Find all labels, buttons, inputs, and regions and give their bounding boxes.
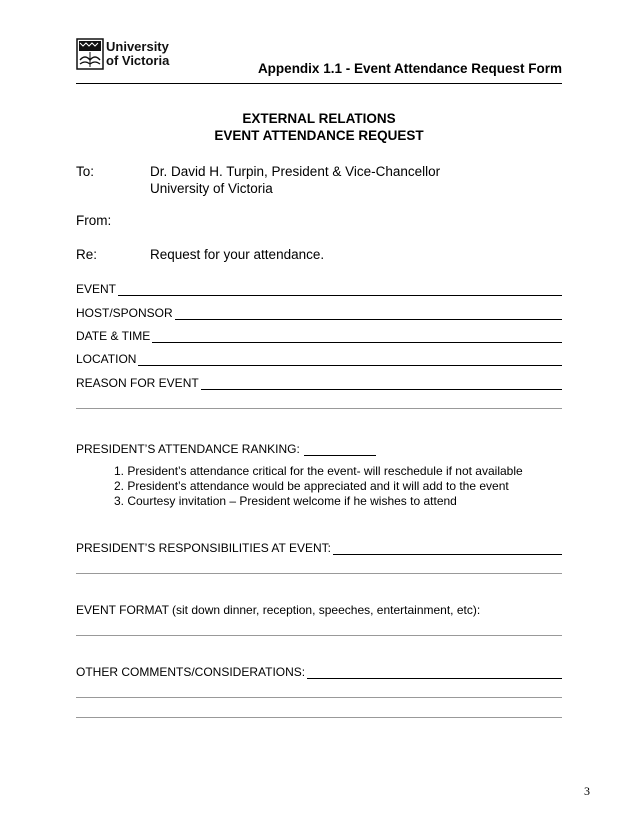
responsibilities-continuation-line[interactable] [76, 573, 562, 574]
comments-label: OTHER COMMENTS/CONSIDERATIONS: [76, 665, 306, 679]
comments-continuation-line-2[interactable] [76, 717, 562, 718]
event-field[interactable] [76, 280, 562, 296]
re-text: Request for your attendance. [150, 247, 325, 262]
heading-external-relations: EXTERNAL RELATIONS [242, 111, 396, 126]
date-time-label: DATE & TIME [76, 329, 151, 343]
header-rule [76, 83, 562, 84]
ranking-field[interactable] [76, 440, 376, 456]
logo-line-2: of Victoria [106, 53, 170, 68]
ranking-option-2: 2. President’s attendance would be appreciated and it will add to the event [114, 479, 509, 493]
host-sponsor-line[interactable] [175, 306, 562, 320]
date-time-line[interactable] [152, 329, 562, 343]
from-label: From: [76, 213, 112, 228]
comments-field[interactable] [76, 663, 562, 679]
to-name: Dr. David H. Turpin, President & Vice-Chancellor [150, 164, 441, 179]
ranking-options [114, 464, 523, 509]
location-field[interactable] [76, 350, 562, 366]
reason-label: REASON FOR EVENT [76, 376, 199, 390]
ranking-label: PRESIDENT’S ATTENDANCE RANKING: [76, 442, 300, 456]
ranking-line[interactable] [304, 442, 376, 456]
heading-event-attendance-request: EVENT ATTENDANCE REQUEST [214, 128, 424, 143]
format-label: EVENT FORMAT (sit down dinner, reception, speeches, entertainment, etc): [76, 603, 481, 617]
reason-field[interactable] [76, 374, 562, 390]
date-time-field[interactable] [76, 327, 562, 343]
appendix-title: Appendix 1.1 - Event Attendance Request Form [257, 61, 562, 76]
ranking-option-1: 1. President’s attendance critical for the event- will reschedule if not available [114, 464, 523, 478]
event-line[interactable] [118, 282, 562, 296]
location-line[interactable] [138, 352, 562, 366]
ranking-option-3: 3. Courtesy invitation – President welcome if he wishes to attend [114, 494, 457, 508]
comments-line[interactable] [307, 665, 562, 679]
responsibilities-label: PRESIDENT’S RESPONSIBILITIES AT EVENT: [76, 541, 331, 555]
comments-continuation-line-1[interactable] [76, 697, 562, 698]
reason-line[interactable] [201, 376, 562, 390]
reason-continuation-line[interactable] [76, 408, 562, 409]
logo-line-1: University [106, 39, 169, 54]
to-org: University of Victoria [150, 181, 273, 196]
to-label: To: [76, 164, 95, 179]
page-number: 3 [584, 784, 590, 798]
host-sponsor-label: HOST/SPONSOR [76, 306, 173, 320]
host-sponsor-field[interactable] [76, 304, 562, 320]
location-label: LOCATION [76, 352, 137, 366]
re-label: Re: [76, 247, 98, 262]
event-label: EVENT [76, 282, 117, 296]
format-line[interactable] [76, 635, 562, 636]
responsibilities-field[interactable] [76, 539, 562, 555]
responsibilities-line[interactable] [333, 541, 562, 555]
